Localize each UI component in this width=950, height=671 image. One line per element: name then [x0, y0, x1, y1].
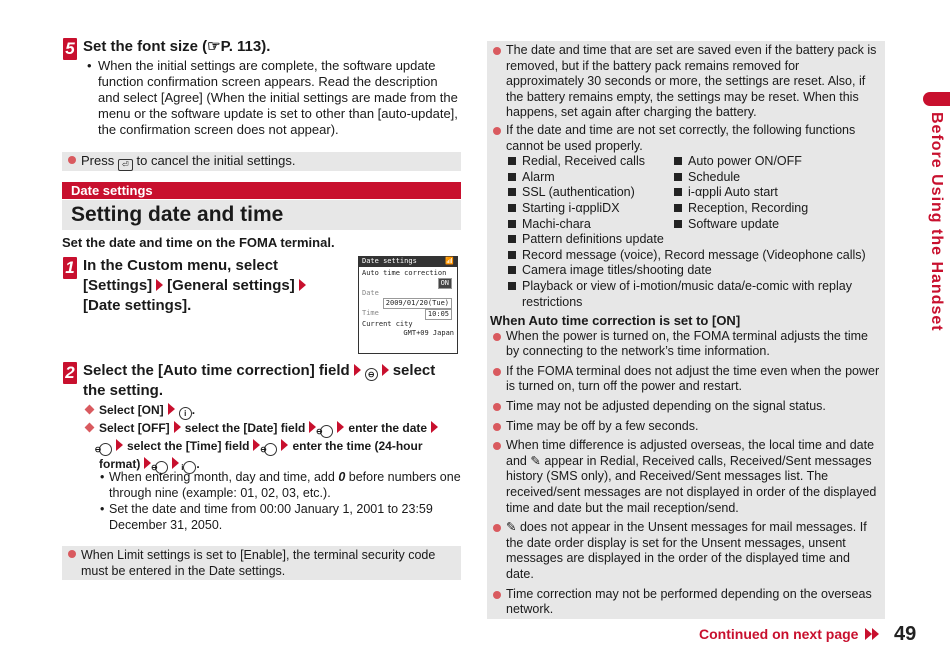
bullet-icon — [68, 156, 76, 164]
step-5-number: 5 — [63, 38, 77, 60]
step-2-number: 2 — [63, 362, 77, 384]
side-chapter-label: Before Using the Handset — [928, 112, 945, 332]
right-notes-panel — [487, 41, 885, 619]
square-icon — [674, 173, 682, 181]
menu-general-settings: [General settings] — [167, 277, 295, 294]
square-icon — [508, 282, 516, 290]
bullet-icon — [493, 524, 501, 532]
square-icon — [674, 188, 682, 196]
double-arrow-icon — [865, 628, 872, 640]
functions-list: Redial, Received calls Alarm SSL (authentication) Starting i-αppliDX Machi-chara Auto power ON/OFF Schedule i-αppli Auto start Reception, Recording Software update Pattern definitions update Record message (voice), Record message (Videophone calls) Camera image titles/shooting date Playback or view of i-motion/music data/e-comic with replay restrictions — [487, 154, 880, 310]
arrow-icon — [156, 279, 163, 291]
option-on: Select [ON] i . — [84, 402, 464, 420]
auto-note-4: Time may be off by a few seconds. — [487, 419, 880, 435]
double-arrow-icon — [872, 628, 879, 640]
step-5-title: Set the font size (☞P. 113). — [83, 38, 271, 55]
bullet-icon — [493, 442, 501, 450]
screen-date-value: 2009/01/20(Tue) — [383, 298, 452, 309]
step-1-title — [83, 256, 353, 316]
time-adjusted-icon: ✎ — [506, 520, 517, 535]
square-icon — [508, 235, 516, 243]
diamond-icon — [85, 423, 95, 433]
bullet: • — [87, 58, 92, 73]
bullet-icon — [493, 47, 501, 55]
note-functions: If the date and time are not set correctly, the following functions cannot be used properly. — [487, 123, 880, 154]
diamond-icon — [85, 405, 95, 415]
i-key-icon: i — [183, 461, 196, 474]
arrow-icon — [337, 421, 344, 433]
center-key-icon: ⊖ — [155, 461, 168, 474]
center-key-icon: ⊖ — [264, 443, 277, 456]
screen-auto-value: ON — [438, 278, 452, 289]
square-icon — [674, 157, 682, 165]
functions-right: Auto power ON/OFF Schedule i-αppli Auto start Reception, Recording Software update — [674, 154, 808, 232]
step-5-description — [87, 58, 462, 138]
arrow-icon — [168, 403, 175, 415]
menu-settings: [Settings] — [83, 277, 153, 294]
page-number: 49 — [894, 623, 917, 645]
auto-note-6: ✎ does not appear in the Unsent messages for mail messages. If the date order display is set for the Unsent messages, unsent messages are displayed in the order of the displayed time and date. — [487, 520, 880, 582]
square-icon — [508, 220, 516, 228]
arrow-icon — [431, 421, 438, 433]
auto-note-3: Time may not be adjusted depending on the signal status. — [487, 399, 880, 415]
auto-note-7: Time correction may not be performed depending on the overseas network. — [487, 587, 880, 618]
functions-left: Redial, Received calls Alarm SSL (authentication) Starting i-αppliDX Machi-chara — [508, 154, 674, 232]
step-2-options — [84, 402, 464, 474]
screen-time-value: 10:05 — [425, 309, 452, 320]
limit-note-text: When Limit settings is set to [Enable], the terminal security code must be entered in the Date settings. — [81, 548, 436, 578]
bullet-icon — [493, 368, 501, 376]
option-off: Select [OFF] select the [Date] field ⊖ enter the date ⊖ select the [Time] field ⊖ enter the time (24-hour format) ⊖ i . — [84, 420, 464, 474]
cancel-note — [62, 152, 461, 171]
square-icon — [508, 157, 516, 165]
square-icon — [508, 173, 516, 181]
screen-header: Date settings 📶 — [359, 257, 457, 267]
menu-date-settings: [Date settings]. — [83, 297, 192, 314]
bullet-icon — [68, 550, 76, 558]
screen-city-label: Current city — [362, 320, 413, 328]
auto-note-2: If the FOMA terminal does not adjust the time even when the power is turned on, turn off the power and restart. — [487, 364, 880, 395]
time-adjusted-icon: ✎ — [530, 453, 541, 468]
arrow-icon — [174, 421, 181, 433]
bullet-icon — [493, 423, 501, 431]
square-icon — [508, 266, 516, 274]
square-icon — [508, 188, 516, 196]
step-1-number: 1 — [63, 257, 77, 279]
square-icon — [508, 251, 516, 259]
continued-text: Continued on next page — [699, 626, 859, 642]
square-icon — [508, 204, 516, 212]
i-key-icon: i — [179, 407, 192, 420]
screen-city-value: GMT+09 Japan — [403, 329, 454, 337]
screen-auto-label: Auto time correction — [362, 269, 447, 277]
clear-key-icon: ⏎ — [118, 159, 133, 171]
continued-link[interactable] — [699, 625, 879, 643]
auto-note-1: When the power is turned on, the FOMA terminal adjusts the time by connecting to the network’s time information. — [487, 329, 880, 360]
section-intro: Set the date and time on the FOMA terminal. — [62, 235, 335, 250]
note-leading-zero: • When entering month, day and time, add 0 before numbers one through nine (example: 01, 02, 03, etc.). — [100, 470, 461, 500]
bullet-icon — [493, 127, 501, 135]
cancel-note-suffix: to cancel the initial settings. — [136, 153, 296, 168]
step-2-title-a: Select the [Auto time correction] field — [83, 362, 350, 379]
bullet-icon — [493, 591, 501, 599]
arrow-icon — [354, 364, 361, 376]
side-tab-marker — [923, 92, 950, 106]
center-key-icon: ⊖ — [365, 368, 378, 381]
bullet-icon — [493, 403, 501, 411]
step-1-line1: In the Custom menu, select — [83, 257, 279, 274]
arrow-icon — [281, 439, 288, 451]
auto-correction-heading: When Auto time correction is set to [ON] — [490, 313, 741, 329]
square-icon — [674, 204, 682, 212]
limit-note — [62, 546, 461, 580]
step-2-title-b: select — [392, 362, 436, 379]
center-key-icon: ⊖ — [320, 425, 333, 438]
phone-screen — [358, 256, 458, 354]
step-2-title-c: the setting. — [83, 382, 164, 399]
square-icon — [674, 220, 682, 228]
note-date-range: • Set the date and time from 00:00 January 1, 2001 to 23:59 December 31, 2050. — [100, 502, 433, 532]
arrow-icon — [172, 457, 179, 469]
step-2-title — [83, 361, 463, 401]
auto-note-5: When time difference is adjusted overseas, the local time and date and ✎ appear in Redial, Received calls, Received/Sent messages history (SMS only), and Received/Sent messages list. The received/sent messages are not displayed in order of the displayed time and date but the mail reception/send. — [487, 438, 880, 516]
step-2-notes — [98, 469, 463, 533]
step-5-text: When the initial settings are complete, the software update function confirmation screen appears. Read the description and select [Agree] (When the initial settings are made from the menu or the software update is set to other than [auto-update], the confirmation screen does not appear). — [98, 58, 458, 137]
arrow-icon — [299, 279, 306, 291]
bullet-icon — [493, 333, 501, 341]
screen-date-label: Date — [362, 289, 379, 297]
arrow-icon — [116, 439, 123, 451]
screen-time-label: Time — [362, 309, 379, 317]
section-label: Date settings — [62, 182, 461, 199]
section-title: Setting date and time — [62, 200, 461, 230]
cancel-note-prefix: Press — [81, 153, 115, 168]
center-key-icon: ⊖ — [99, 443, 112, 456]
note-battery: The date and time that are set are saved even if the battery pack is removed, but if the battery pack remains removed for approximately 30 seconds or more, the settings are reset. Also, if the battery remains empty, the settings may be reset. When this happens, set again after charging the battery. — [487, 43, 880, 121]
arrow-icon — [382, 364, 389, 376]
